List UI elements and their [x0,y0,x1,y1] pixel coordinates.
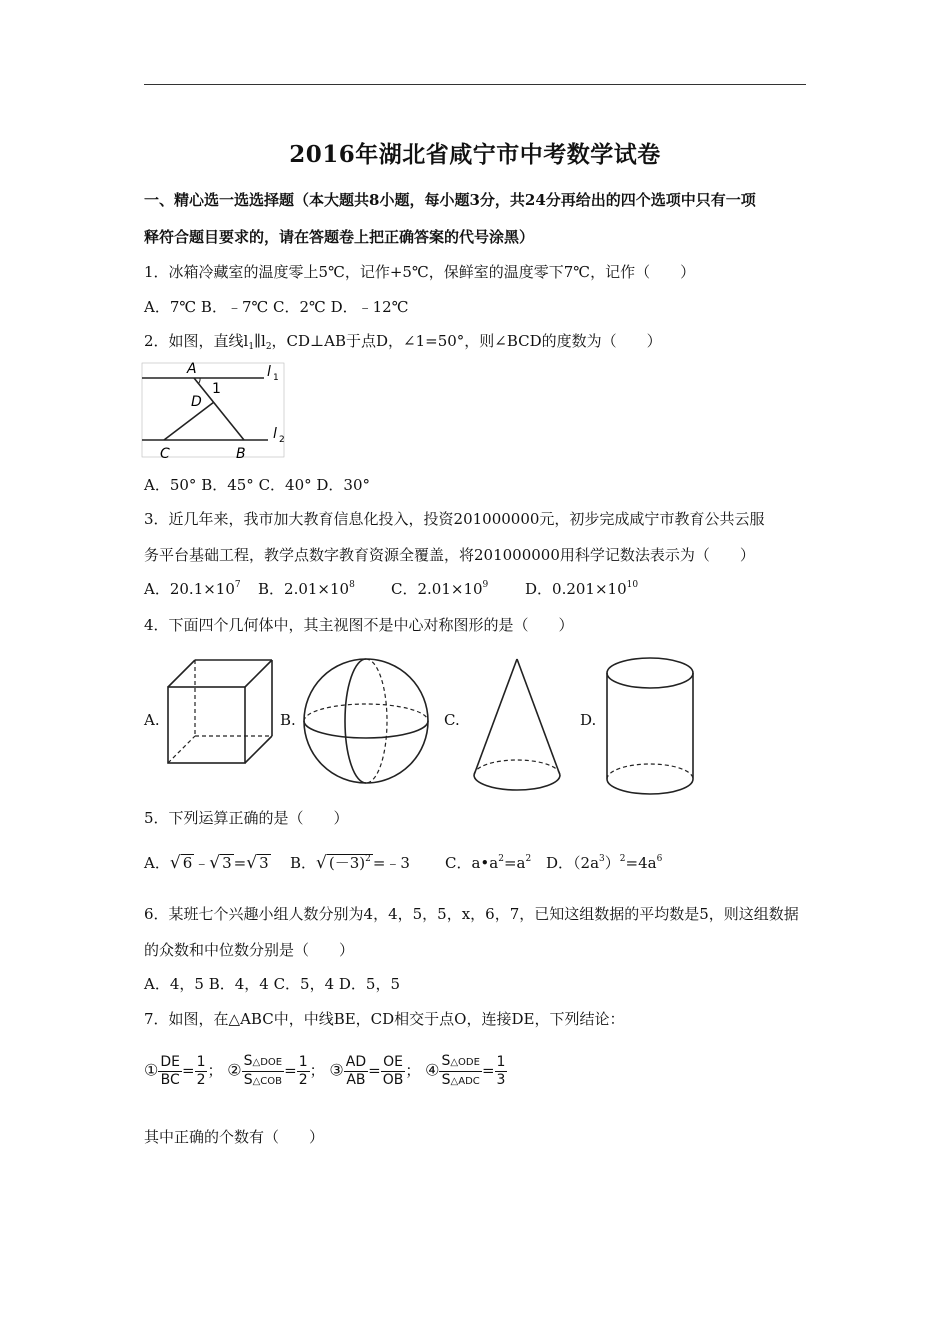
q5-option-c: C．$a•a^2=a^2$ [445,854,532,872]
q3-line2: 务平台基础工程，教学点数字教育资源全覆盖，将201000000用科学记数法表示为（ ） [144,546,755,564]
q7-stem: 7．如图，在△ABC中，中线BE，CD相交于点O，连接DE，下列结论： [144,1010,625,1028]
cone-figure [468,655,566,795]
page-title: 2016年湖北省咸宁市中考数学试卷 [289,141,661,168]
q7-tail: 其中正确的个数有（ ） [144,1128,325,1146]
segment-CD [164,402,214,440]
section-heading-line2: 释符合题目要求的，请在答题卷上把正确答案的代号涂黑） [144,228,535,246]
q4-stem: 4．下面四个几何体中，其主视图不是中心对称图形的是（ ） [144,616,574,634]
cube-edge [245,660,272,687]
q3-option-d: D．$0.201\times 10^{10}$ [525,580,639,598]
header-rule [144,84,806,85]
cylinder-base-front [607,779,693,794]
q4-label-a: A. [144,711,160,729]
q2-figure [140,360,300,465]
label-C: C [160,446,170,462]
sphere-outline [304,659,428,783]
q6-options: A．4，5 B．4，4 C．5，4 D．5，5 [144,975,401,993]
cube-edge [168,660,195,687]
label-l2: l [273,426,277,442]
cone-side [474,659,517,775]
angle-1-arc [198,378,200,384]
label-B: B [236,446,246,462]
label-A: A [187,361,197,377]
meridian-back [366,659,387,783]
equator-back [304,704,428,721]
cone-base-front [474,775,560,790]
cone-side [517,659,560,775]
q4-label-b: B. [280,711,296,729]
cube-hidden-edge [168,736,195,763]
q5-option-a: A．√ 6 ﹣√ 3 =√ 3 [144,853,269,873]
label-D: D [191,394,202,410]
cylinder-figure [604,655,696,797]
section-heading-line1: 一、精心选一选选择题（本大题共8小题，每小题3分，共24分再给出的四个选项中只有一项 [144,191,756,209]
label-1: 1 [212,381,221,397]
q4-label-d: D. [580,711,597,729]
q1-options: A．7℃ B．﹣7℃ C．2℃ D．﹣12℃ [144,298,409,316]
q3-option-c: C．$2.01\times 10^9$ [391,580,489,598]
q2-options: A．50° B．45° C．40° D．30° [144,476,371,494]
q7-statements: ① $\frac{DE}{BC}$ = $\frac{1}{2}$ ； ② $\frac{\text{S△DOE}}{\text{S△COB}}$ = $\frac{1}{2}$ ； ③ $\frac{AD}{AB}$ = $\frac{OE}{OB}$ ； ④ $\frac{\text{S△ODE}}{\text{S△ADC}}$ = $\frac{1}{3}$ [144,1053,506,1088]
label-l1: l [267,364,271,380]
q2-stem: 2．如图，直线$l_1\parallel l_2$，CD⊥AB于点D，∠1=50°，则∠BCD的度数为（ ） [144,332,662,352]
equator-front [304,721,428,738]
q5-stem: 5．下列运算正确的是（ ） [144,809,349,827]
q6-line2: 的众数和中位数分别是（ ） [144,941,355,959]
cube-edge [245,736,272,763]
q3-line1: 3．近几年来，我市加大教育信息化投入，投资201000000元，初步完成咸宁市教育公共云服 [144,510,765,528]
cylinder-base-back [607,764,693,779]
figure-frame [142,363,284,457]
q3-option-b: B．$2.01\times 10^8$ [258,580,355,598]
q4-label-c: C. [444,711,460,729]
q5-option-b: B．√ $(-3)^2$ =﹣3 [290,853,410,873]
cylinder-top [607,658,693,688]
sphere-figure [300,655,432,787]
q1-stem: 1．冰箱冷藏室的温度零上5℃，记作+5℃，保鲜室的温度零下7℃，记作（ ） [144,263,696,281]
q6-line1: 6．某班七个兴趣小组人数分别为4，4，5，5，x，6，7，已知这组数据的平均数是5，则这组数据 [144,905,799,923]
label-l1-sub: 1 [273,373,279,383]
q5-option-d: D．$(2a^3)^2=4a^6$ [546,854,663,872]
meridian-front [345,659,366,783]
q3-option-a: A．$20.1\times 10^7$ [144,580,241,598]
cone-base-back [474,760,560,775]
label-l2-sub: 2 [279,435,285,445]
cube-figure [166,657,276,767]
